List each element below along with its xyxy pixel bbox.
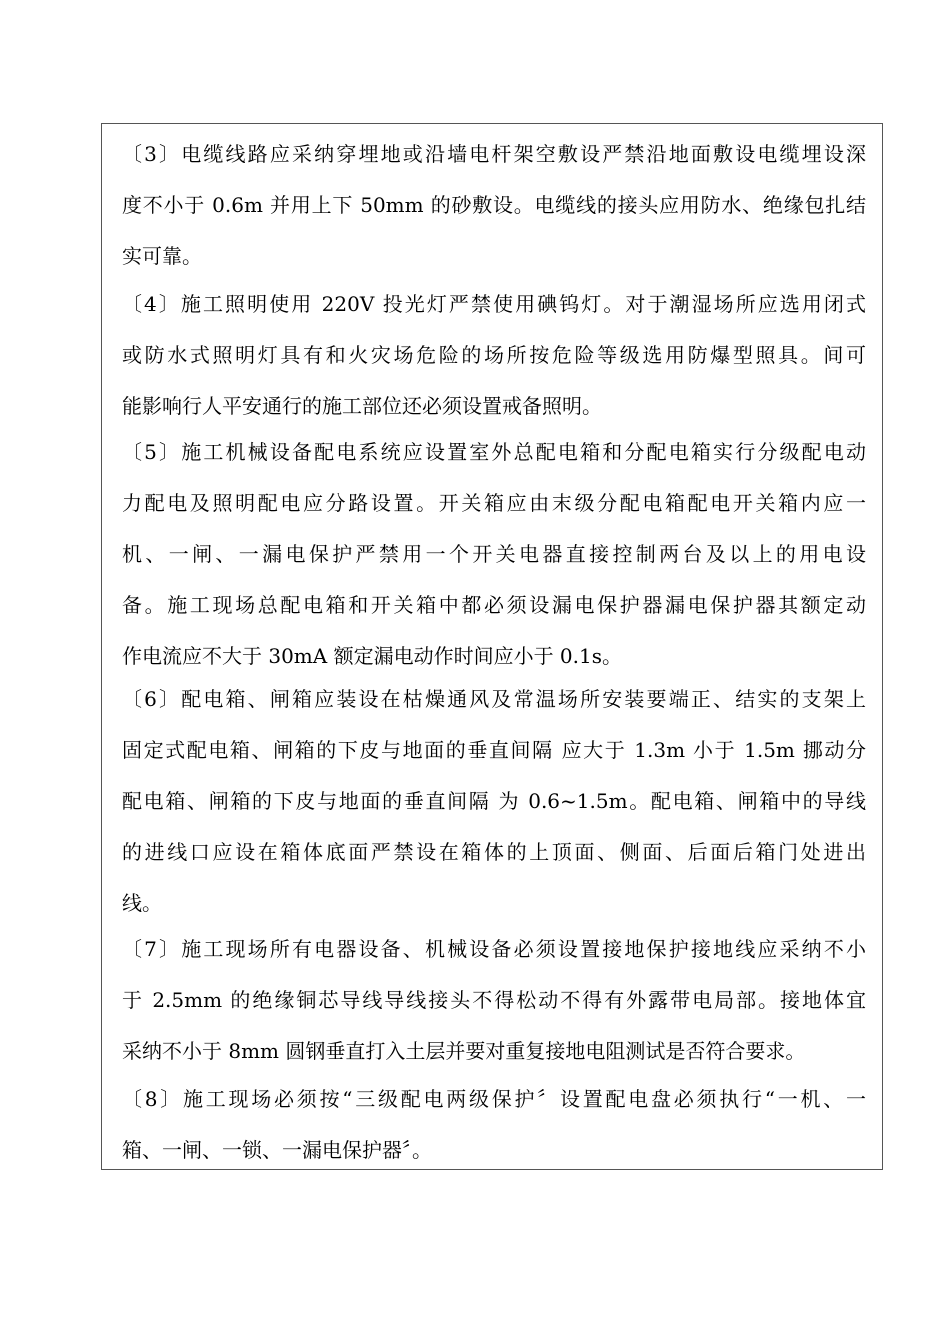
text-line: 于 2.5mm 的绝缘铜芯导线导线接头不得松动不得有外露带电局部。接地体宜 <box>122 988 866 1012</box>
text-line: 作电流应不大于 30mA 额定漏电动作时间应小于 0.1s。 <box>122 644 622 668</box>
text-line: 〔5〕施工机械设备配电系统应设置室外总配电箱和分配电箱实行分级配电动 <box>122 440 866 464</box>
text-line: 实可靠。 <box>122 244 202 268</box>
text-line: 〔6〕配电箱、闸箱应装设在枯燥通风及常温场所安装要端正、结实的支架上 <box>122 687 866 711</box>
paragraph-4 <box>122 279 866 432</box>
text-line: 能影响行人平安通行的施工部位还必须设置戒备照明。 <box>122 394 602 418</box>
text-line: 力配电及照明配电应分路设置。开关箱应由末级分配电箱配电开关箱内应一 <box>122 491 866 515</box>
text-line: 〔7〕施工现场所有电器设备、机械设备必须设置接地保护接地线应采纳不小 <box>122 937 866 961</box>
text-line: 〔8〕施工现场必须按“三级配电两级保护〞设置配电盘必须执行“一机、一 <box>122 1087 866 1111</box>
text-line: 的进线口应设在箱体底面严禁设在箱体的上顶面、侧面、后面后箱门处进出 <box>122 840 866 864</box>
text-line: 备。施工现场总配电箱和开关箱中都必须设漏电保护器漏电保护器其额定动 <box>122 593 866 617</box>
text-line: 线。 <box>122 891 162 915</box>
text-line: 或防水式照明灯具有和火灾场危险的场所按危险等级选用防爆型照具。间可 <box>122 343 866 367</box>
paragraph-7 <box>122 924 866 1077</box>
paragraph-8 <box>122 1074 866 1176</box>
text-line: 固定式配电箱、闸箱的下皮与地面的垂直间隔 应大于 1.3m 小于 1.5m 挪动分 <box>122 738 866 762</box>
paragraph-5 <box>122 427 866 682</box>
paragraph-6 <box>122 674 866 929</box>
text-line: 箱、一闸、一锁、一漏电保护器〞。 <box>122 1138 432 1162</box>
text-line: 机、一闸、一漏电保护严禁用一个开关电器直接控制两台及以上的用电设 <box>122 542 866 566</box>
paragraph-3 <box>122 129 866 282</box>
document-frame <box>101 123 883 1170</box>
text-line: 配电箱、闸箱的下皮与地面的垂直间隔 为 0.6~1.5m。配电箱、闸箱中的导线 <box>122 789 866 813</box>
text-line: 度不小于 0.6m 并用上下 50mm 的砂敷设。电缆线的接头应用防水、绝缘包扎结 <box>122 193 866 217</box>
text-line: 〔3〕电缆线路应采纳穿埋地或沿墙电杆架空敷设严禁沿地面敷设电缆埋设深 <box>122 142 866 166</box>
text-line: 采纳不小于 8mm 圆钢垂直打入土层并要对重复接地电阻测试是否符合要求。 <box>122 1039 806 1063</box>
text-line: 〔4〕施工照明使用 220V 投光灯严禁使用碘钨灯。对于潮湿场所应选用闭式 <box>122 292 866 316</box>
